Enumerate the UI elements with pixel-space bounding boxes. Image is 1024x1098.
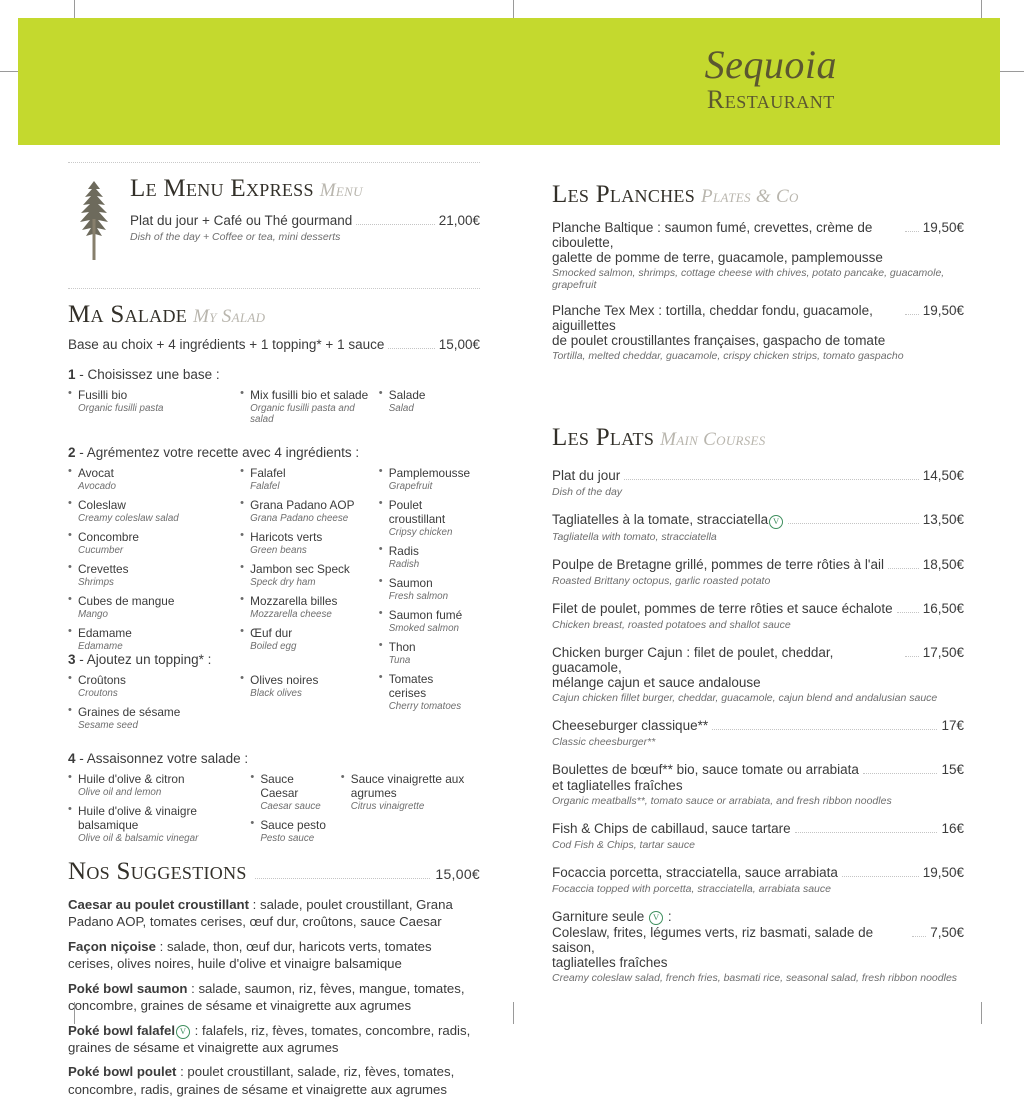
suggestion-desc: : salade, saumon, riz, fèves, mangue, tomates, concombre, graines de sésame et vinaigrette aux agrumes xyxy=(68,980,465,1014)
option-item xyxy=(250,772,332,812)
brand-subtitle: Restaurant xyxy=(706,85,835,114)
option-fr: • Mozzarella billes xyxy=(240,594,371,608)
option-en: Olive oil and lemon xyxy=(78,787,162,798)
option-en: Avocado xyxy=(78,481,116,492)
crop-mark-top-right-h xyxy=(1000,71,1024,72)
garniture-price: 7,50€ xyxy=(930,925,964,940)
option-item xyxy=(68,388,232,414)
option-item xyxy=(240,466,371,492)
list-item xyxy=(68,938,480,973)
option-item xyxy=(379,388,472,414)
option-item xyxy=(379,608,472,634)
option-item xyxy=(379,544,472,570)
list-item xyxy=(68,1063,480,1098)
item-translation: Smocked salmon, shrimps, cottage cheese with chives, potato pancake, guacamole, grapefruit xyxy=(552,267,945,291)
option-fr: • Saumon xyxy=(379,576,472,590)
header-band xyxy=(18,18,1000,145)
option-item xyxy=(240,530,371,556)
option-fr: • Huile d'olive & vinaigre balsamique xyxy=(68,804,242,832)
item-name: Poulpe de Bretagne grillé, pommes de terre rôties à l'ail xyxy=(552,557,885,572)
suggestion-name: Caesar au poulet croustillant xyxy=(68,897,250,912)
section-ma-salade xyxy=(68,301,480,850)
dot-leader xyxy=(863,773,938,774)
option-en: Cherry tomatoes xyxy=(388,701,462,712)
section-title-express xyxy=(130,175,480,203)
option-fr: • Poulet croustillant xyxy=(379,498,472,526)
dot-leader xyxy=(888,568,919,569)
dot-leader xyxy=(912,936,926,937)
salade-formula xyxy=(68,337,480,353)
option-en: Pesto sauce xyxy=(260,833,315,844)
dot-leader xyxy=(356,224,434,225)
item-translation: Classic cheesburger** xyxy=(552,736,656,748)
section-menu-express xyxy=(68,175,480,266)
option-en: Radish xyxy=(388,559,420,570)
step-label: - Choisissez une base : xyxy=(79,367,220,382)
step-number: 3 xyxy=(68,652,76,667)
item-price: 16€ xyxy=(941,821,964,836)
option-en: Organic fusilli pasta xyxy=(78,403,164,414)
menu-item xyxy=(552,645,964,704)
item-name: Focaccia porcetta, stracciatella, sauce arrabiata xyxy=(552,865,838,880)
option-item xyxy=(240,498,371,524)
dot-leader xyxy=(905,231,919,232)
item-price: 13,50€ xyxy=(922,512,964,527)
option-en: Organic fusilli pasta and salad xyxy=(250,403,355,425)
garniture-name-cont: tagliatelles fraîches xyxy=(552,955,668,970)
option-en: Fresh salmon xyxy=(388,591,449,602)
option-column xyxy=(240,388,379,431)
item-name-cont: et tagliatelles fraîches xyxy=(552,778,683,793)
option-en: Grana Padano cheese xyxy=(250,513,349,524)
option-fr: • Crevettes xyxy=(68,562,232,576)
option-fr: • Avocat xyxy=(68,466,232,480)
option-en: Shrimps xyxy=(78,577,114,588)
section-title-salade-fr: Ma Salade xyxy=(68,301,188,328)
garniture-label-row xyxy=(552,909,964,925)
item-name-cont: mélange cajun et sauce andalouse xyxy=(552,675,761,690)
option-fr: • Sauce vinaigrette aux agrumes xyxy=(341,772,472,800)
brand-logo xyxy=(705,44,837,115)
menu-item xyxy=(552,220,964,291)
step-number: 1 xyxy=(68,367,76,382)
step-number: 4 xyxy=(68,751,76,766)
item-price: 16,50€ xyxy=(922,601,964,616)
option-fr: • Falafel xyxy=(240,466,371,480)
suggestions-price: 15,00€ xyxy=(435,866,480,882)
option-fr: • Sauce pesto xyxy=(250,818,332,832)
option-en: Citrus vinaigrette xyxy=(350,801,425,812)
option-en: Mozzarella cheese xyxy=(250,609,332,620)
item-translation: Dish of the day xyxy=(552,486,623,498)
menu-item xyxy=(552,762,964,807)
item-name: Planche Baltique : saumon fumé, crevettes, crème de ciboulette, xyxy=(552,220,877,250)
option-en: Falafel xyxy=(250,481,280,492)
section-title-express-fr: Le Menu Express xyxy=(130,175,314,202)
option-en: Cripsy chicken xyxy=(388,527,453,538)
menu-item-express xyxy=(130,213,480,243)
option-en: Sesame seed xyxy=(78,720,138,731)
dot-leader xyxy=(388,348,434,349)
suggestion-name: Façon niçoise xyxy=(68,938,156,954)
option-en: Smoked salmon xyxy=(388,623,459,634)
option-column xyxy=(341,772,480,850)
option-en: Caesar sauce xyxy=(260,801,321,812)
option-fr: • Tomates cerises xyxy=(379,672,472,700)
option-en: Olive oil & balsamic vinegar xyxy=(78,833,199,844)
menu-item xyxy=(552,821,964,851)
dot-leader xyxy=(905,314,919,315)
option-column xyxy=(379,388,480,431)
suggestion-name: Poké bowl falafel xyxy=(68,1022,175,1038)
dot-leader xyxy=(905,656,919,657)
option-fr: • Saumon fumé xyxy=(379,608,472,622)
suggestion-desc: : salade, thon, œuf dur, haricots verts, tomates cerises, olives noires, huile d'olive et vinaigre balsamique xyxy=(68,938,432,972)
garniture-name: Coleslaw, frites, légumes verts, riz basmati, salade de saison, xyxy=(552,925,877,955)
item-name: Boulettes de bœuf** bio, sauce tomate ou arrabiata xyxy=(552,762,859,777)
section-les-plats xyxy=(552,424,964,984)
suggestion-desc: : salade, poulet croustillant, Grana Padano AOP, tomates cerises, œuf dur, croûtons, sauce Caesar xyxy=(68,897,453,930)
item-name: Chicken burger Cajun : filet de poulet, cheddar, guacamole, xyxy=(552,645,838,675)
item-name: Tagliatelles à la tomate, stracciatella xyxy=(552,512,769,527)
dot-leader xyxy=(624,479,918,480)
option-item xyxy=(68,530,232,556)
menu-item-garniture xyxy=(552,909,964,984)
option-item xyxy=(68,673,232,699)
item-name: Cheeseburger classique** xyxy=(552,718,709,733)
dot-leader xyxy=(795,832,938,833)
item-translation: Tortilla, melted cheddar, guacamole, crispy chicken strips, tomato gaspacho xyxy=(552,350,904,362)
item-translation: Organic meatballs**, tomato sauce or arrabiata, and fresh ribbon noodles xyxy=(552,795,892,807)
section-title-planches xyxy=(552,181,964,209)
option-fr: • Fusilli bio xyxy=(68,388,232,402)
option-column xyxy=(379,466,480,718)
dot-leader xyxy=(788,523,919,524)
option-fr: • Radis xyxy=(379,544,472,558)
menu-item xyxy=(552,718,964,748)
option-fr: • Concombre xyxy=(68,530,232,544)
step-1-options xyxy=(68,388,480,431)
option-fr: • Œuf dur xyxy=(240,626,371,640)
step-label: - Ajoutez un topping* : xyxy=(79,652,212,667)
item-name-cont: de poulet croustillantes françaises, gaspacho de tomate xyxy=(552,333,886,348)
divider-salade xyxy=(68,288,480,289)
option-fr: • Thon xyxy=(379,640,472,654)
dot-leader xyxy=(842,876,919,877)
option-en: Speck dry ham xyxy=(250,577,316,588)
salade-step-4 xyxy=(68,751,480,766)
veg-circle-icon: V xyxy=(176,1025,190,1039)
garniture-label-suffix: : xyxy=(664,909,672,924)
veg-circle-icon: V xyxy=(769,515,783,529)
item-name: Planche Tex Mex : tortilla, cheddar fondu, guacamole, aiguillettes xyxy=(552,303,877,333)
item-price: 19,50€ xyxy=(922,220,964,235)
express-body xyxy=(124,175,480,266)
option-fr: • Grana Padano AOP xyxy=(240,498,371,512)
item-price: 15€ xyxy=(941,762,964,777)
option-en: Salad xyxy=(388,403,414,414)
dot-leader xyxy=(897,612,919,613)
option-en: Tuna xyxy=(388,655,411,666)
option-column xyxy=(68,388,240,431)
option-item xyxy=(240,673,371,699)
option-item xyxy=(68,498,232,524)
section-title-suggestions xyxy=(68,858,480,886)
option-fr: • Graines de sésame xyxy=(68,705,232,719)
option-fr: • Pamplemousse xyxy=(379,466,472,480)
section-title-planches-en: Plates & Co xyxy=(701,186,799,207)
sequoia-tree-icon xyxy=(68,175,124,266)
salade-step-2 xyxy=(68,445,480,460)
section-title-plats-en: Main Courses xyxy=(660,429,766,450)
item-translation: Cod Fish & Chips, tartar sauce xyxy=(552,839,695,851)
suggestion-desc: : falafels, riz, fèves, tomates, concombre, radis, graines de sésame et vinaigrette aux agrumes xyxy=(68,1022,471,1055)
step-number: 2 xyxy=(68,445,76,460)
section-title-salade-en: My Salad xyxy=(193,306,266,327)
option-fr: • Salade xyxy=(379,388,472,402)
option-en: Mango xyxy=(78,609,108,620)
menu-item xyxy=(552,601,964,631)
option-fr: • Haricots verts xyxy=(240,530,371,544)
option-item xyxy=(68,626,232,652)
option-item xyxy=(379,640,472,666)
item-name: Fish & Chips de cabillaud, sauce tartare xyxy=(552,821,791,836)
menu-item xyxy=(552,468,964,498)
right-column xyxy=(552,145,964,1024)
option-fr: • Huile d'olive & citron xyxy=(68,772,242,786)
dot-leader xyxy=(712,729,937,730)
menu-item xyxy=(552,303,964,362)
menu-item xyxy=(552,557,964,587)
option-item xyxy=(379,466,472,492)
option-en: Black olives xyxy=(250,688,302,699)
option-item xyxy=(379,576,472,602)
divider-express xyxy=(68,162,480,163)
item-translation: Cajun chicken fillet burger, cheddar, guacamole, cajun blend and andalusian sauce xyxy=(552,692,938,704)
item-price: 17,50€ xyxy=(922,645,964,660)
item-translation: Focaccia topped with porcetta, stracciatella, arrabiata sauce xyxy=(552,883,831,895)
option-en: Creamy coleslaw salad xyxy=(78,513,179,524)
option-column xyxy=(68,772,250,850)
step-label: - Assaisonnez votre salade : xyxy=(79,751,249,766)
garniture-label: Garniture seule xyxy=(552,909,645,924)
item-name-cont: galette de pomme de terre, guacamole, pamplemousse xyxy=(552,250,883,265)
option-fr: • Edamame xyxy=(68,626,232,640)
section-les-planches xyxy=(552,181,964,362)
option-en: Cucumber xyxy=(78,545,124,556)
option-fr: • Mix fusilli bio et salade xyxy=(240,388,371,402)
option-item xyxy=(68,562,232,588)
option-item xyxy=(68,772,242,798)
dot-leader xyxy=(255,878,431,879)
item-translation: Tagliatella with tomato, stracciatella xyxy=(552,531,717,543)
option-en: Croutons xyxy=(78,688,118,699)
option-item xyxy=(240,388,371,425)
item-price: 14,50€ xyxy=(922,468,964,483)
option-column xyxy=(68,673,240,737)
item-name: Plat du jour xyxy=(552,468,621,483)
option-en: Edamame xyxy=(78,641,123,652)
item-price: 19,50€ xyxy=(922,865,964,880)
option-fr: • Cubes de mangue xyxy=(68,594,232,608)
suggestion-name: Poké bowl saumon xyxy=(68,980,188,996)
option-item xyxy=(250,818,332,844)
option-fr: • Jambon sec Speck xyxy=(240,562,371,576)
option-item xyxy=(379,498,472,538)
option-column xyxy=(250,772,340,850)
veg-circle-icon: V xyxy=(649,911,663,925)
section-title-express-en: Menu xyxy=(319,180,363,201)
option-en: Grapefruit xyxy=(388,481,433,492)
option-item xyxy=(68,804,242,844)
express-item-translation: Dish of the day + Coffee or tea, mini desserts xyxy=(130,231,341,243)
option-item xyxy=(240,562,371,588)
option-item xyxy=(68,594,232,620)
item-translation: Chicken breast, roasted potatoes and shallot sauce xyxy=(552,619,791,631)
salade-step-1 xyxy=(68,367,480,382)
section-title-plats-fr: Les Plats xyxy=(552,424,655,451)
option-item xyxy=(68,705,232,731)
section-title-plats xyxy=(552,424,964,452)
brand-name: Sequoia xyxy=(704,42,837,87)
salade-formula-text: Base au choix + 4 ingrédients + 1 topping* + 1 sauce xyxy=(68,337,385,352)
step-4-options xyxy=(68,772,480,850)
option-fr: • Olives noires xyxy=(240,673,371,687)
menu-page xyxy=(0,145,1024,1097)
option-column xyxy=(240,673,379,737)
section-title-salade xyxy=(68,301,480,329)
item-translation: Roasted Brittany octopus, garlic roasted potato xyxy=(552,575,771,587)
salade-formula-price: 15,00€ xyxy=(438,337,480,352)
step-label: - Agrémentez votre recette avec 4 ingrédients : xyxy=(79,445,360,460)
item-name: Filet de poulet, pommes de terre rôties et sauce échalote xyxy=(552,601,893,616)
option-fr: • Coleslaw xyxy=(68,498,232,512)
suggestion-name: Poké bowl poulet xyxy=(68,1064,177,1080)
option-en: Green beans xyxy=(250,545,307,556)
express-item-name: Plat du jour + Café ou Thé gourmand xyxy=(130,213,353,228)
option-item xyxy=(341,772,472,812)
option-item xyxy=(240,594,371,620)
section-title-planches-fr: Les Planches xyxy=(552,181,696,208)
express-item-price: 21,00€ xyxy=(438,213,480,228)
option-item xyxy=(68,466,232,492)
garniture-translation: Creamy coleslaw salad, french fries, basmati rice, seasonal salad, fresh ribbon noodles xyxy=(552,972,958,984)
suggestions-list xyxy=(68,896,480,1098)
list-item xyxy=(68,896,480,931)
option-fr: • Croûtons xyxy=(68,673,232,687)
option-item xyxy=(240,626,371,652)
menu-item xyxy=(552,512,964,543)
option-fr: • Sauce Caesar xyxy=(250,772,332,800)
section-title-suggestions-fr: Nos Suggestions xyxy=(68,858,247,885)
suggestion-desc: : poulet croustillant, salade, riz, fèves, tomates, concombre, radis, graines de sésame et vinaigrette aux agrumes xyxy=(68,1064,455,1097)
item-price: 18,50€ xyxy=(922,557,964,572)
list-item xyxy=(68,980,480,1015)
section-nos-suggestions xyxy=(68,858,480,1098)
list-item xyxy=(68,1022,480,1057)
menu-item xyxy=(552,865,964,895)
option-en: Boiled egg xyxy=(250,641,297,652)
left-column xyxy=(68,145,480,1097)
item-price: 19,50€ xyxy=(922,303,964,318)
item-price: 17€ xyxy=(941,718,964,733)
